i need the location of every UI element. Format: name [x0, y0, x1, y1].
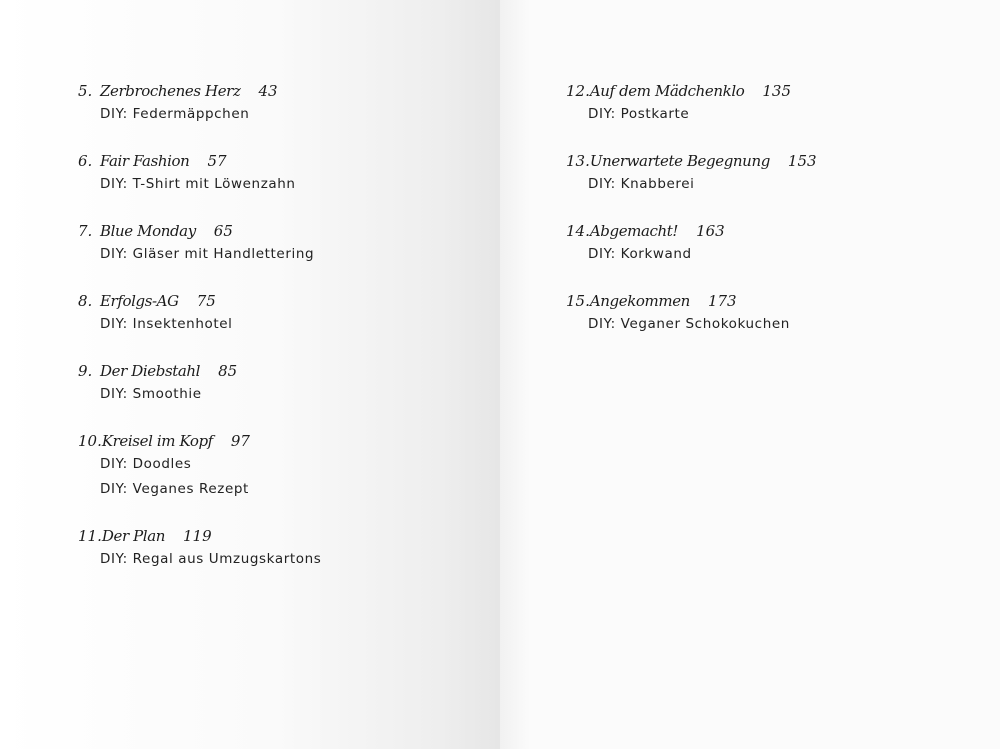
chapter-page-number: 85 [218, 362, 238, 380]
chapter-page-number: 65 [213, 222, 233, 240]
toc-entry [78, 290, 321, 337]
toc-entry [78, 220, 321, 267]
chapter-heading [566, 290, 817, 312]
toc-entry [78, 360, 321, 407]
chapter-title: Unerwartete Begegnung [589, 152, 770, 170]
chapter-number: 9. [78, 362, 93, 380]
chapter-heading [78, 220, 321, 242]
diy-item: DIY: Federmäppchen [100, 106, 250, 122]
chapter-page-number: 163 [696, 222, 725, 240]
chapter-title: Blue Monday [100, 222, 196, 240]
chapter-page-number: 153 [787, 152, 817, 170]
chapter-page-number: 135 [762, 82, 792, 100]
toc-entry [566, 220, 817, 267]
chapter-title: Auf dem Mädchenklo [589, 82, 745, 100]
chapter-page-number: 97 [230, 432, 250, 450]
diy-item: DIY: Doodles [100, 456, 192, 472]
chapter-page-number: 119 [183, 527, 212, 545]
diy-item: DIY: Gläser mit Handlettering [100, 246, 315, 262]
diy-item: DIY: Smoothie [100, 386, 202, 402]
chapter-number: 14. [566, 222, 590, 240]
chapter-number: 6. [78, 152, 93, 170]
chapter-number: 15. [566, 292, 590, 310]
chapter-page-number: 57 [207, 152, 227, 170]
chapter-heading [78, 290, 321, 312]
diy-item: DIY: Veganes Rezept [100, 481, 249, 497]
toc-entry [566, 290, 817, 337]
toc-entry [78, 150, 321, 197]
chapter-number: 13. [566, 152, 590, 170]
diy-item: DIY: Insektenhotel [100, 316, 233, 332]
chapter-heading [78, 525, 321, 547]
toc-entry [566, 150, 817, 197]
diy-item: DIY: Knabberei [588, 176, 695, 192]
right-toc-list [566, 80, 817, 360]
chapter-number: 10. [78, 432, 102, 450]
chapter-heading [78, 360, 321, 382]
toc-entry [78, 430, 321, 502]
chapter-heading [566, 150, 817, 172]
chapter-title: Abgemacht! [589, 222, 679, 240]
chapter-number: 8. [78, 292, 93, 310]
toc-entry [78, 525, 321, 572]
left-toc-list [78, 80, 321, 595]
diy-item: DIY: Postkarte [588, 106, 690, 122]
toc-entry [566, 80, 817, 127]
chapter-title: Zerbrochenes Herz [100, 82, 241, 100]
chapter-title: Erfolgs-AG [100, 292, 179, 310]
chapter-title: Der Plan [101, 527, 165, 545]
chapter-number: 12. [566, 82, 590, 100]
diy-item: DIY: Korkwand [588, 246, 692, 262]
chapter-heading [78, 430, 321, 452]
chapter-number: 5. [78, 82, 93, 100]
chapter-heading [566, 80, 817, 102]
chapter-title: Angekommen [589, 292, 690, 310]
chapter-page-number: 75 [196, 292, 216, 310]
diy-item: DIY: Regal aus Umzugskartons [100, 551, 322, 567]
chapter-page-number: 43 [258, 82, 278, 100]
chapter-number: 11. [78, 527, 102, 545]
chapter-number: 7. [78, 222, 93, 240]
chapter-heading [566, 220, 817, 242]
chapter-title: Kreisel im Kopf [101, 432, 213, 450]
diy-item: DIY: Veganer Schokokuchen [588, 316, 790, 332]
chapter-heading [78, 80, 321, 102]
diy-item: DIY: T-Shirt mit Löwenzahn [100, 176, 296, 192]
chapter-title: Fair Fashion [100, 152, 190, 170]
chapter-heading [78, 150, 321, 172]
chapter-page-number: 173 [707, 292, 737, 310]
toc-entry [78, 80, 321, 127]
chapter-title: Der Diebstahl [100, 362, 201, 380]
